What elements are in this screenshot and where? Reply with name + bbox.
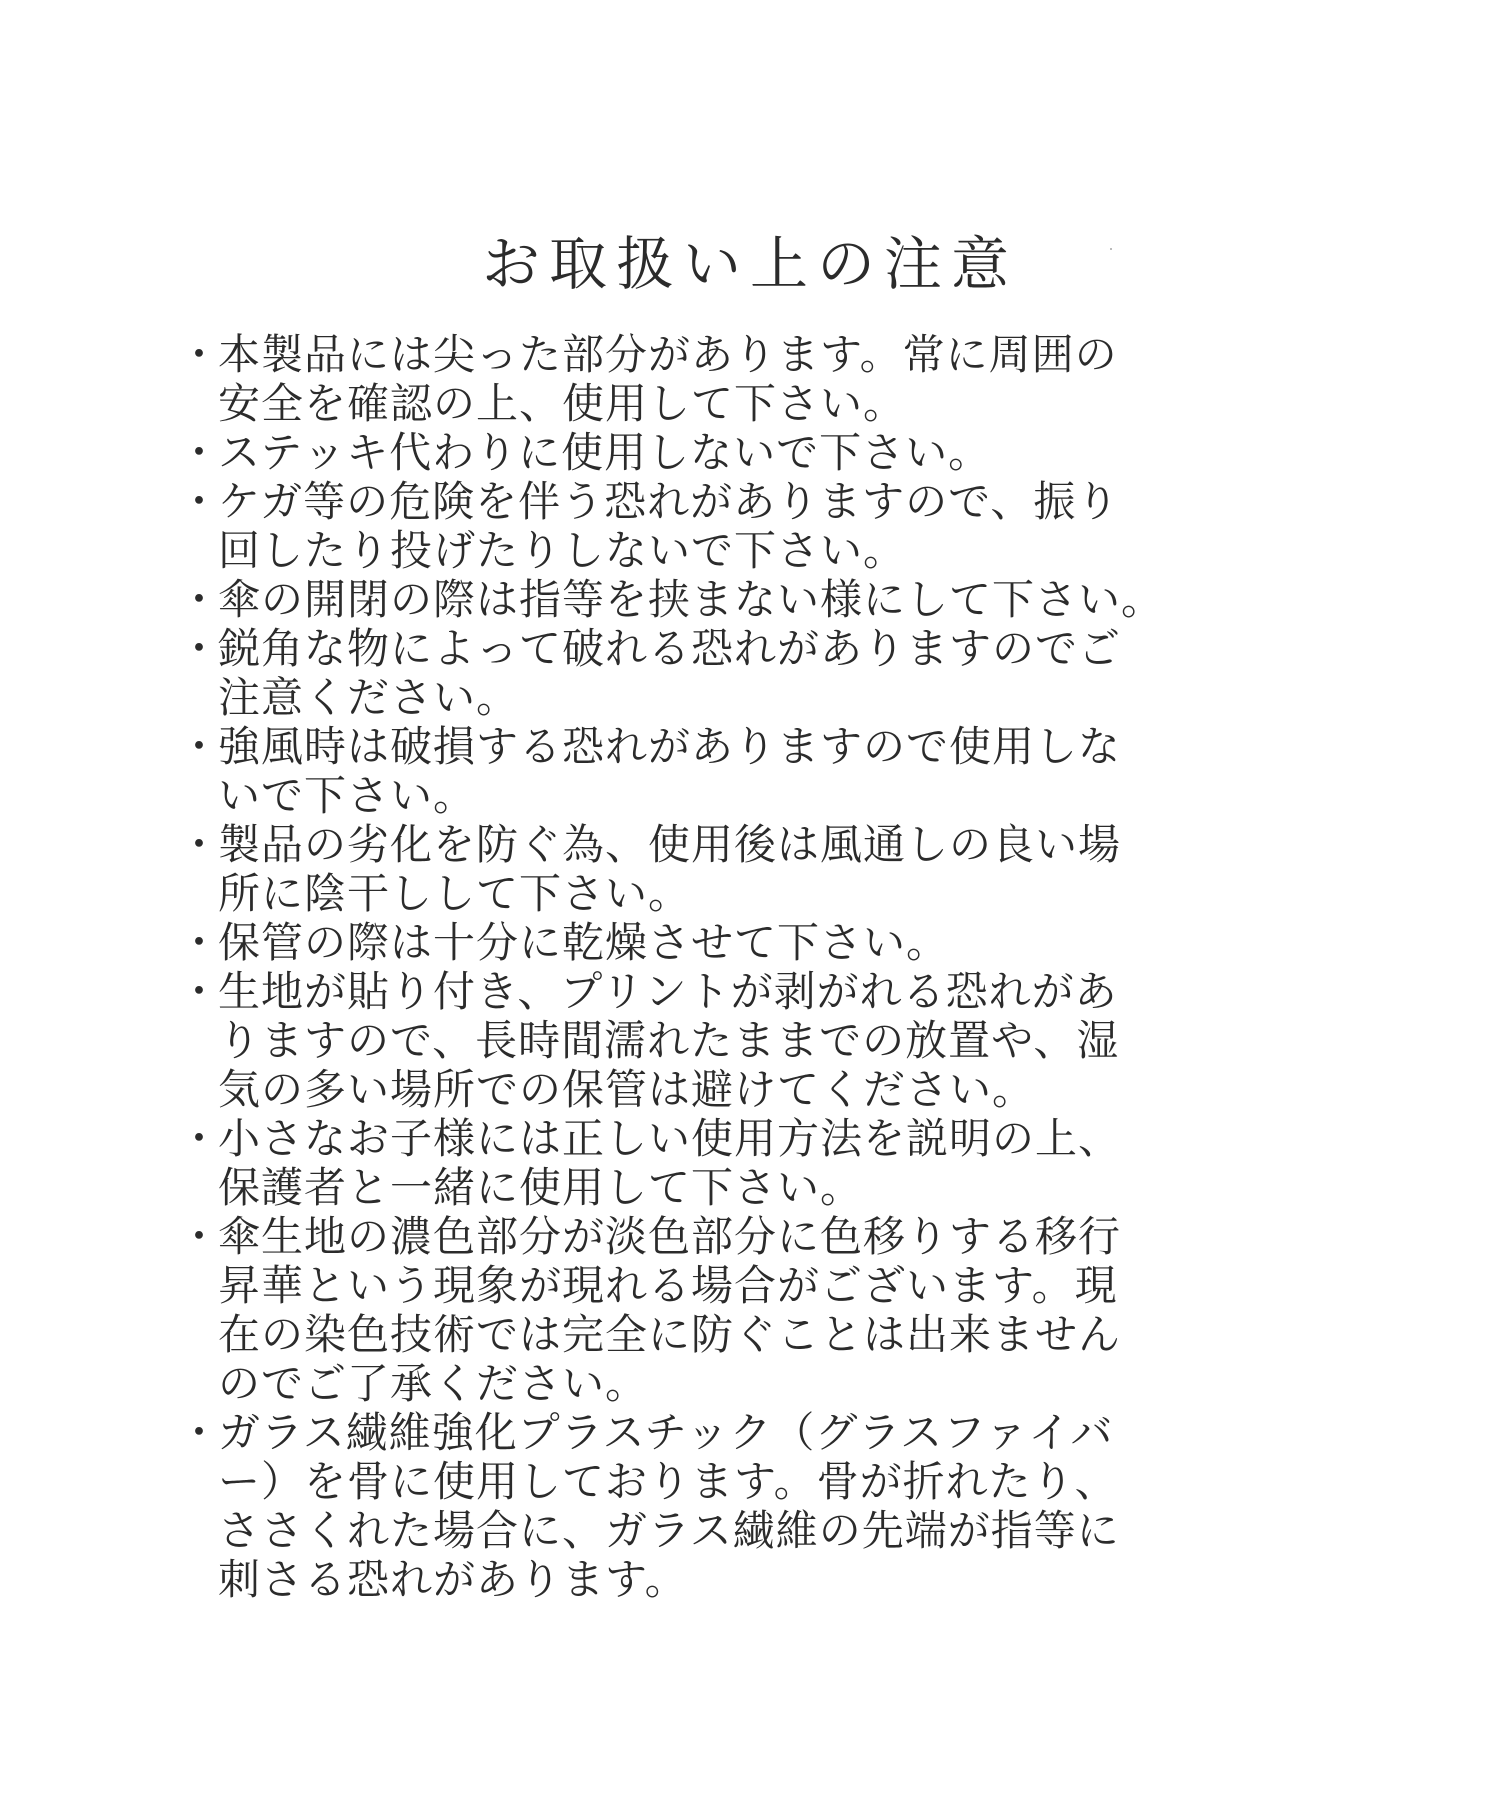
- list-item: [172, 1212, 1362, 1408]
- list-item-line: のでご了承ください。: [218, 1359, 649, 1408]
- list-item-line: 強風時は破損する恐れがありますので使用しな: [218, 722, 1122, 771]
- list-item-line: ステッキ代わりに使用しないで下さい。: [218, 428, 992, 477]
- list-item: [172, 967, 1362, 1114]
- list-item-line: 本製品には尖った部分があります。常に周囲の: [218, 330, 1118, 379]
- list-item-line: 製品の劣化を防ぐ為、使用後は風通しの良い場: [218, 820, 1122, 869]
- list-item-line: 保護者と一緒に使用して下さい。: [218, 1163, 864, 1212]
- list-item: [172, 624, 1362, 722]
- list-item-line: りますので、長時間濡れたままでの放置や、湿: [218, 1016, 1120, 1065]
- page-title: お取扱い上の注意: [481, 229, 1018, 298]
- caution-list: [172, 330, 1362, 1604]
- list-item-line: ー）を骨に使用しております。骨が折れたり、: [218, 1457, 1118, 1506]
- list-item-line: 小さなお子様には正しい使用方法を説明の上、: [218, 1114, 1122, 1163]
- list-item-line: 傘の開閉の際は指等を挟まない様にして下さい。: [218, 575, 1165, 624]
- list-item-line: 刺さる恐れがあります。: [218, 1555, 688, 1604]
- list-item-line: ケガ等の危険を伴う恐れがありますので、振り: [218, 477, 1120, 526]
- list-item-line: 在の染色技術では完全に防ぐことは出来ません: [218, 1310, 1122, 1359]
- list-item-line: 回したり投げたりしないで下さい。: [218, 526, 907, 575]
- bullet-marker: ・: [178, 918, 222, 967]
- bullet-marker: ・: [178, 967, 222, 1016]
- list-item: [172, 918, 1362, 967]
- list-item-line: 昇華という現象が現れる場合がございます。現: [218, 1261, 1118, 1310]
- list-item: [172, 1114, 1362, 1212]
- list-item-line: 保管の際は十分に乾燥させて下さい。: [218, 918, 950, 967]
- list-item: [172, 330, 1362, 428]
- list-item-line: ガラス繊維強化プラスチック（グラスファイバ: [218, 1408, 1114, 1457]
- list-item: [172, 477, 1362, 575]
- bullet-marker: ・: [178, 575, 222, 624]
- list-item: [172, 722, 1362, 820]
- list-item: [172, 575, 1362, 624]
- bullet-marker: ・: [178, 624, 222, 673]
- list-item: [172, 820, 1362, 918]
- list-item-line: 所に陰干しして下さい。: [218, 869, 692, 918]
- list-item-line: 気の多い場所での保管は避けてください。: [218, 1065, 1036, 1114]
- bullet-marker: ・: [178, 1114, 222, 1163]
- bullet-marker: ・: [178, 428, 222, 477]
- list-item-line: 傘生地の濃色部分が淡色部分に色移りする移行: [218, 1212, 1122, 1261]
- list-item-line: 注意ください。: [218, 673, 520, 722]
- list-item: [172, 1408, 1362, 1604]
- bullet-marker: ・: [178, 477, 222, 526]
- bullet-marker: ・: [178, 820, 222, 869]
- bullet-marker: ・: [178, 1408, 222, 1457]
- list-item-line: いで下さい。: [218, 771, 477, 820]
- list-item-line: 鋭角な物によって破れる恐れがありますのでご: [218, 624, 1122, 673]
- list-item-line: 安全を確認の上、使用して下さい。: [218, 379, 907, 428]
- bullet-marker: ・: [178, 330, 222, 379]
- bullet-marker: ・: [178, 722, 222, 771]
- list-item-line: 生地が貼り付き、プリントが剥がれる恐れがあ: [218, 967, 1118, 1016]
- bullet-marker: ・: [178, 1212, 222, 1261]
- list-item: [172, 428, 1362, 477]
- list-item-line: ささくれた場合に、ガラス繊維の先端が指等に: [218, 1506, 1120, 1555]
